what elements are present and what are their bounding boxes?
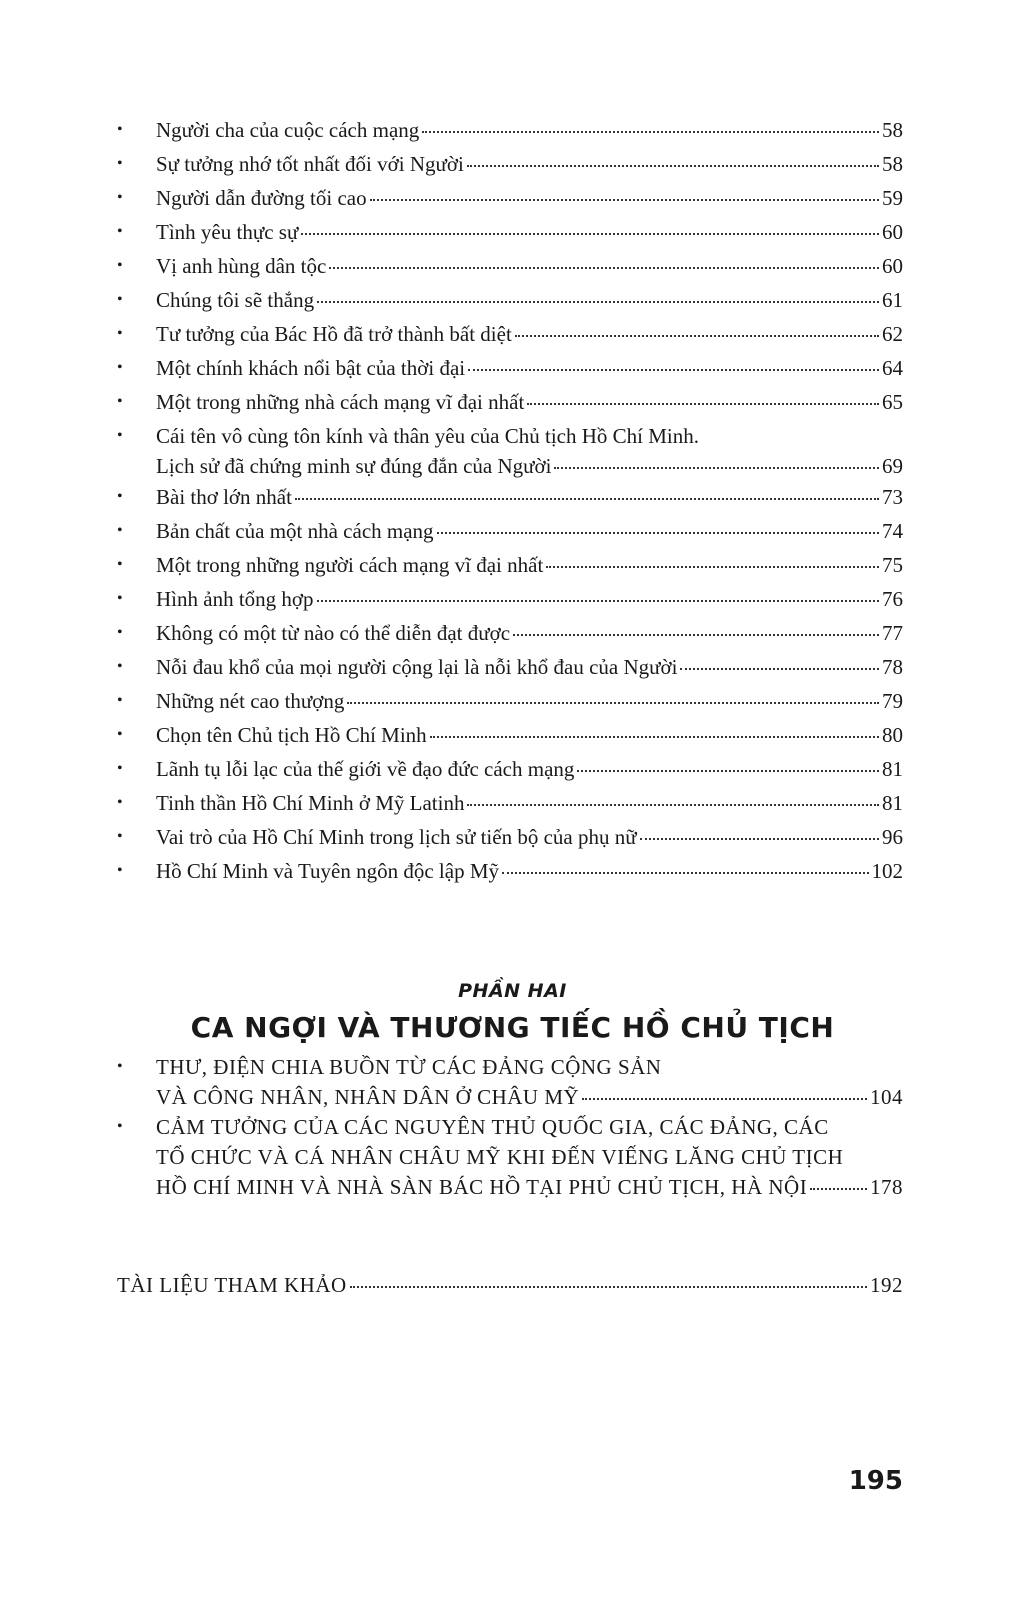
toc-entry-title: Vị anh hùng dân tộc <box>156 254 327 278</box>
toc-entry-page: 79 <box>882 689 903 713</box>
toc-entry-references <box>117 1270 903 1300</box>
toc-entry-page: 78 <box>882 655 903 679</box>
toc-entry <box>117 183 903 213</box>
bullet: • <box>117 828 123 845</box>
dot-leader <box>370 199 879 201</box>
toc-entry-page: 60 <box>882 220 903 244</box>
toc-entry-page: 58 <box>882 152 903 176</box>
toc-entry <box>117 720 903 750</box>
dot-leader <box>347 702 879 704</box>
bullet: • <box>117 522 123 539</box>
toc-entry-page: 192 <box>870 1273 903 1297</box>
bullet: • <box>117 393 123 410</box>
toc-entry-page: 81 <box>882 791 903 815</box>
bullet: • <box>117 1058 124 1075</box>
toc-entry <box>117 856 903 886</box>
toc-entry-title: Một chính khách nổi bật của thời đại <box>156 356 466 380</box>
toc-entry-title: Bài thơ lớn nhất <box>156 485 292 509</box>
toc-entry-title: Không có một từ nào có thể diễn đạt được <box>156 621 511 645</box>
dot-leader <box>467 165 879 167</box>
toc-entry-title-line: Cái tên vô cùng tôn kính và thân yêu của Chủ tịch Hồ Chí Minh. <box>156 424 700 448</box>
toc-entry-title: Lãnh tụ lỗi lạc của thế giới về đạo đức cách mạng <box>156 757 575 781</box>
toc-entry-title: Tư tưởng của Bác Hồ đã trở thành bất diệt <box>156 322 512 346</box>
dot-leader <box>329 267 879 269</box>
bullet: • <box>117 726 123 743</box>
dot-leader <box>527 403 879 405</box>
toc-entry-title-line: Lịch sử đã chứng minh sự đúng đắn của Người <box>156 454 552 478</box>
bullet: • <box>117 223 123 240</box>
toc-entry <box>117 353 903 383</box>
dot-leader <box>502 872 868 874</box>
toc-entry-title: Hồ Chí Minh và Tuyên ngôn độc lập Mỹ <box>156 859 500 883</box>
toc-entry <box>117 822 903 852</box>
toc-entry-page: 104 <box>870 1085 903 1109</box>
dot-leader <box>554 467 879 469</box>
toc-entry-page: 58 <box>882 118 903 142</box>
toc-entry-page: 96 <box>882 825 903 849</box>
toc-entry <box>117 686 903 716</box>
dot-leader <box>301 233 879 235</box>
dot-leader <box>317 600 879 602</box>
dot-leader <box>350 1286 867 1288</box>
bullet: • <box>117 189 123 206</box>
bullet: • <box>117 155 123 172</box>
toc-entry-page: 60 <box>882 254 903 278</box>
bullet: • <box>117 692 123 709</box>
toc-entry-page: 77 <box>882 621 903 645</box>
page-number: 195 <box>848 1466 903 1496</box>
toc-entry <box>117 550 903 580</box>
dot-leader <box>422 131 879 133</box>
dot-leader <box>317 301 879 303</box>
toc-entry <box>117 788 903 818</box>
bullet: • <box>117 794 123 811</box>
toc-entry-title: Bản chất của một nhà cách mạng <box>156 519 434 543</box>
bullet: • <box>117 590 123 607</box>
toc-entry-page: 81 <box>882 757 903 781</box>
toc-entry <box>117 387 903 417</box>
toc-entry-title: Sự tưởng nhớ tốt nhất đối với Người <box>156 152 464 176</box>
bullet: • <box>117 325 123 342</box>
dot-leader <box>468 369 879 371</box>
toc-entry-title: Người dẫn đường tối cao <box>156 186 367 210</box>
part-title: CA NGỢI VÀ THƯƠNG TIẾC HỒ CHỦ TỊCH <box>190 1011 835 1044</box>
toc-entry <box>117 1112 903 1202</box>
toc-entry-page: 74 <box>882 519 903 543</box>
toc-entry <box>117 421 903 481</box>
dot-leader <box>513 634 879 636</box>
toc-entry-page: 64 <box>882 356 903 380</box>
toc-entry <box>117 285 903 315</box>
dot-leader <box>437 532 879 534</box>
toc-entry-title: Người cha của cuộc cách mạng <box>156 118 420 142</box>
bullet: • <box>117 121 123 138</box>
bullet: • <box>117 291 123 308</box>
bullet: • <box>117 760 123 777</box>
toc-entry-page: 178 <box>870 1175 903 1199</box>
toc-entry-title: Hình ảnh tổng hợp <box>156 587 314 611</box>
toc-entry-title: Một trong những nhà cách mạng vĩ đại nhất <box>156 390 525 414</box>
toc-entry <box>117 1052 903 1112</box>
toc-entry <box>117 618 903 648</box>
toc-entry-title: Tinh thần Hồ Chí Minh ở Mỹ Latinh <box>156 791 465 815</box>
dot-leader <box>577 770 879 772</box>
toc-entry-title: Vai trò của Hồ Chí Minh trong lịch sử tiến bộ của phụ nữ <box>156 825 637 849</box>
toc-entry-title: Một trong những người cách mạng vĩ đại nhất <box>156 553 544 577</box>
dot-leader <box>467 804 879 806</box>
toc-entry-page: 65 <box>882 390 903 414</box>
bullet: • <box>117 658 123 675</box>
toc-entry-page: 102 <box>871 859 903 883</box>
toc-entry <box>117 516 903 546</box>
toc-entry-page: 59 <box>882 186 903 210</box>
bullet: • <box>117 1118 124 1135</box>
toc-entry <box>117 319 903 349</box>
toc-entry <box>117 251 903 281</box>
dot-leader <box>546 566 879 568</box>
bullet: • <box>117 427 123 444</box>
toc-entry-title: Chúng tôi sẽ thắng <box>156 288 315 312</box>
toc-entry-title: Chọn tên Chủ tịch Hồ Chí Minh <box>156 723 427 747</box>
toc-entry-title: TÀI LIỆU THAM KHẢO <box>117 1273 347 1297</box>
bullet: • <box>117 488 123 505</box>
toc-entry-page: 80 <box>882 723 903 747</box>
toc-entry-page: 61 <box>882 288 903 312</box>
dot-leader <box>582 1098 867 1100</box>
toc-entry-title-line: TỔ CHỨC VÀ CÁ NHÂN CHÂU MỸ KHI ĐẾN VIẾNG LĂNG CHỦ TỊCH <box>156 1145 844 1169</box>
toc-entry-title: Những nét cao thượng <box>156 689 345 713</box>
toc-entry-page: 62 <box>882 322 903 346</box>
bullet: • <box>117 257 123 274</box>
dot-leader <box>295 498 879 500</box>
toc-entry-title-line: CẢM TƯỞNG CỦA CÁC NGUYÊN THỦ QUỐC GIA, CÁC ĐẢNG, CÁC <box>156 1115 829 1139</box>
part-label: PHẦN HAI <box>458 980 567 1002</box>
bullet: • <box>117 359 123 376</box>
toc-entry <box>117 754 903 784</box>
dot-leader <box>810 1188 867 1190</box>
bullet: • <box>117 862 123 879</box>
toc-entry-page: 75 <box>882 553 903 577</box>
toc-entry <box>117 149 903 179</box>
dot-leader <box>640 838 879 840</box>
toc-entry-page: 69 <box>882 454 903 478</box>
toc-entry-title-line: VÀ CÔNG NHÂN, NHÂN DÂN Ở CHÂU MỸ <box>156 1085 580 1109</box>
toc-entry-title-line: THƯ, ĐIỆN CHIA BUỒN TỪ CÁC ĐẢNG CỘNG SẢN <box>156 1055 662 1079</box>
toc-entry <box>117 584 903 614</box>
dot-leader <box>430 736 879 738</box>
toc-entry-page: 73 <box>882 485 903 509</box>
dot-leader <box>680 668 879 670</box>
toc-entry-page: 76 <box>882 587 903 611</box>
toc-entry-title: Nỗi đau khổ của mọi người cộng lại là nỗi khổ đau của Người <box>156 655 678 679</box>
toc-entry <box>117 652 903 682</box>
toc-entry-title: Tình yêu thực sự <box>156 220 299 244</box>
bullet: • <box>117 624 123 641</box>
toc-entry <box>117 115 903 145</box>
toc-entry <box>117 482 903 512</box>
toc-entry-title-line: HỒ CHÍ MINH VÀ NHÀ SÀN BÁC HỒ TẠI PHỦ CHỦ TỊCH, HÀ NỘI <box>156 1175 808 1199</box>
toc-entry <box>117 217 903 247</box>
bullet: • <box>117 556 123 573</box>
dot-leader <box>515 335 879 337</box>
